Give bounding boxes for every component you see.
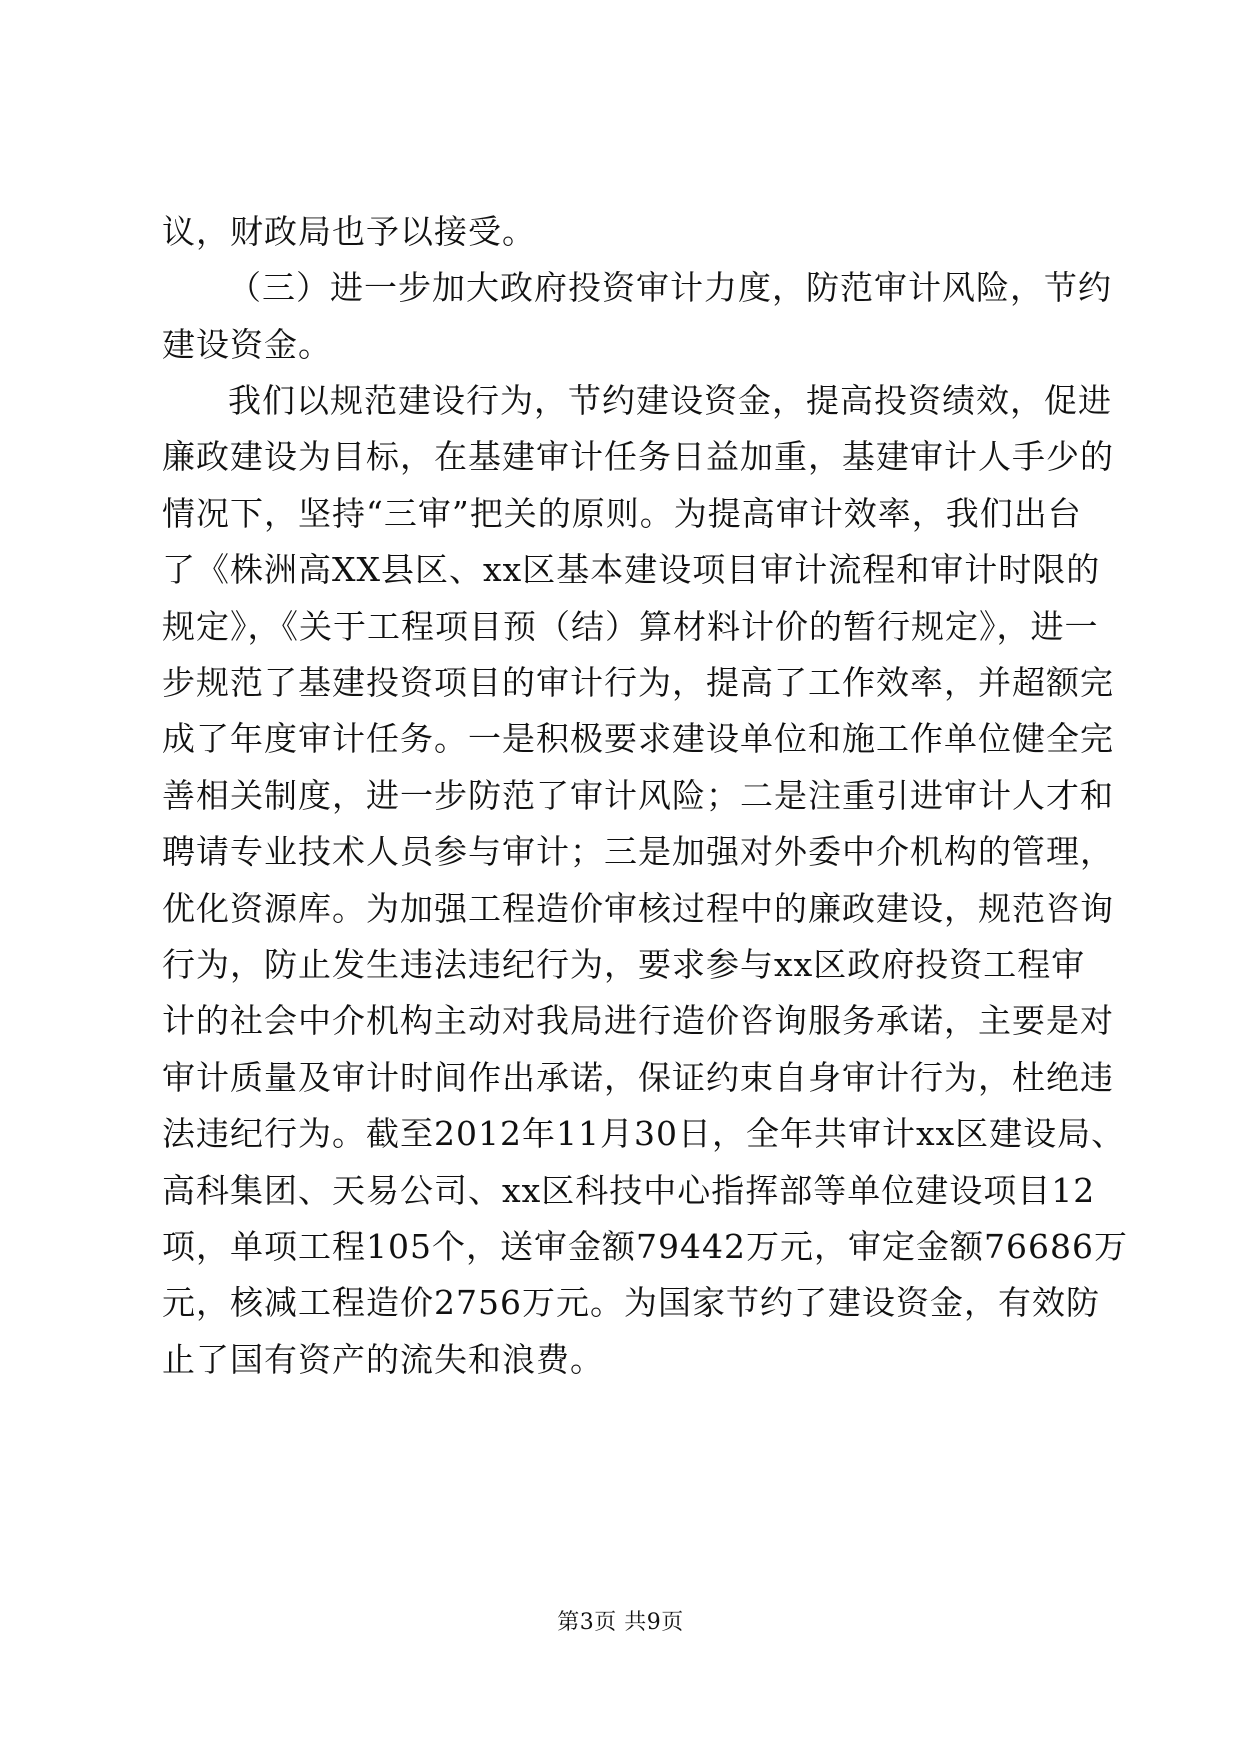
text-line: 了《株洲高XX县区、xx区基本建设项目审计流程和审计时限的 — [162, 550, 1101, 589]
text-line: 高科集团、天易公司、xx区科技中心指挥部等单位建设项目12 — [162, 1171, 1096, 1210]
text-line: 议，财政局也予以接受。 — [162, 212, 536, 251]
section-heading: （三）进一步加大政府投资审计力度，防范审计风险，节约 — [228, 268, 1112, 307]
text-line: 止了国有资产的流失和浪费。 — [162, 1340, 604, 1379]
text-line: 善相关制度，进一步防范了审计风险；二是注重引进审计人才和 — [162, 776, 1114, 815]
section-heading-continued: 建设资金。 — [162, 325, 332, 364]
text-line: 步规范了基建投资项目的审计行为，提高了工作效率，并超额完 — [162, 663, 1114, 702]
text-line: 聘请专业技术人员参与审计；三是加强对外委中介机构的管理， — [162, 832, 1114, 871]
text-line: 成了年度审计任务。一是积极要求建设单位和施工作单位健全完 — [162, 719, 1114, 758]
text-line: 元，核减工程造价2756万元。为国家节约了建设资金，有效防 — [162, 1283, 1100, 1322]
text-line: 规定》，《关于工程项目预（结）算材料计价的暂行规定》，进一 — [162, 607, 1099, 646]
text-line: 审计质量及审计时间作出承诺，保证约束自身审计行为，杜绝违 — [162, 1058, 1114, 1097]
text-line: 廉政建设为目标，在基建审计任务日益加重，基建审计人手少的 — [162, 437, 1114, 476]
text-line: 计的社会中介机构主动对我局进行造价咨询服务承诺，主要是对 — [162, 1001, 1114, 1040]
text-line: 项，单项工程105个，送审金额79442万元，审定金额76686万 — [162, 1227, 1128, 1266]
text-line: 行为，防止发生违法违纪行为，要求参与xx区政府投资工程审 — [162, 945, 1086, 984]
paragraph-start: 我们以规范建设行为，节约建设资金，提高投资绩效，促进 — [228, 381, 1112, 420]
text-line: 优化资源库。为加强工程造价审核过程中的廉政建设，规范咨询 — [162, 889, 1114, 928]
page-number-footer: 第3页 共9页 — [557, 1610, 684, 1635]
text-line: 情况下，坚持“三审”把关的原则。为提高审计效率，我们出台 — [162, 494, 1082, 533]
text-line: 法违纪行为。截至2012年11月30日，全年共审计xx区建设局、 — [162, 1114, 1126, 1153]
